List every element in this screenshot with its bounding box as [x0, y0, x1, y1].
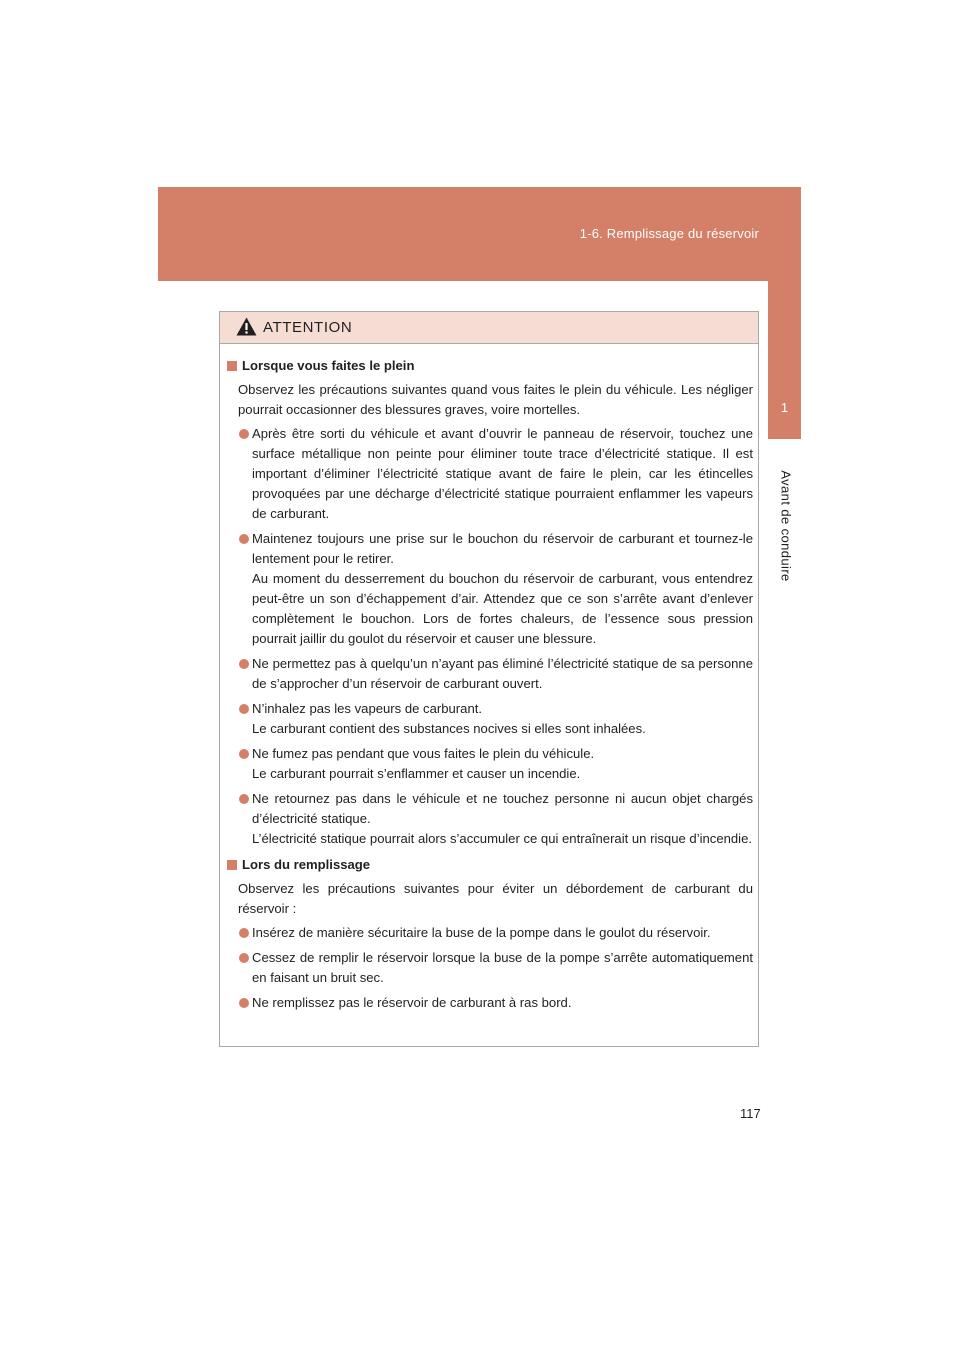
section-heading-text: Lors du remplissage [242, 857, 371, 872]
round-bullet-icon [239, 534, 249, 544]
round-bullet-icon [239, 749, 249, 759]
round-bullet-icon [239, 928, 249, 938]
header-band [158, 187, 801, 281]
section-title: 1-6. Remplissage du réservoir [579, 226, 759, 241]
list-item-text: N’inhalez pas les vapeurs de carburant. [252, 701, 482, 716]
round-bullet-icon [239, 659, 249, 669]
warning-triangle-icon [236, 317, 257, 336]
round-bullet-icon [239, 998, 249, 1008]
warning-title: ATTENTION [263, 319, 353, 336]
list-item [227, 699, 753, 739]
warning-box [219, 311, 759, 1047]
list-item [227, 993, 753, 1013]
warning-body [220, 344, 758, 1013]
list-item-text: Au moment du desserrement du bouchon du réservoir de carburant, vous entendrez peut-être un son d’échappement d’air. Attendez que ce son s’arrête avant d’enlever complètement le bouchon. Lors de fortes chaleurs, de l’essence sous pression pourrait jaillir du goulot du réservoir et causer une blessure. [252, 571, 753, 646]
chapter-title: Avant de conduire [778, 470, 794, 582]
section-heading [227, 356, 753, 376]
chapter-tab[interactable] [768, 281, 801, 439]
square-bullet-icon [227, 361, 237, 371]
section-intro: Observez les précautions suivantes quand vous faites le plein du véhicule. Les négliger pourrait occasionner des blessures graves, voire mortelles. [238, 382, 753, 417]
page-number: 117 [740, 1106, 761, 1121]
list-item [227, 789, 753, 849]
square-bullet-icon [227, 860, 237, 870]
list-item-text: L’électricité statique pourrait alors s’accumuler ce qui entraînerait un risque d’incendie. [252, 831, 753, 846]
list-item [227, 424, 753, 524]
list-item-text: Ne retournez pas dans le véhicule et ne touchez personne ni aucun objet chargés d’électricité statique. [252, 791, 753, 826]
list-item-text: Cessez de remplir le réservoir lorsque la buse de la pompe s’arrête automatiquement en faisant un bruit sec. [252, 950, 753, 985]
chapter-number: 1 [780, 400, 789, 415]
list-item-text: Le carburant pourrait s’enflammer et causer un incendie. [252, 766, 581, 781]
round-bullet-icon [239, 953, 249, 963]
list-item [227, 923, 753, 943]
list-item [227, 744, 753, 784]
list-item-text: Ne remplissez pas le réservoir de carburant à ras bord. [252, 995, 572, 1010]
list-item-text: Ne fumez pas pendant que vous faites le plein du véhicule. [252, 746, 595, 761]
round-bullet-icon [239, 794, 249, 804]
section-intro: Observez les précautions suivantes pour éviter un débordement de carburant du réservoir : [238, 881, 753, 916]
section-heading [227, 855, 753, 875]
warning-header [220, 312, 758, 344]
round-bullet-icon [239, 429, 249, 439]
list-item [227, 529, 753, 649]
list-item-text: Ne permettez pas à quelqu’un n’ayant pas éliminé l’électricité statique de sa personne de s’approcher d’un réservoir de carburant ouvert. [252, 656, 753, 691]
round-bullet-icon [239, 704, 249, 714]
section-heading-text: Lorsque vous faites le plein [242, 358, 415, 373]
list-item-text: Le carburant contient des substances nocives si elles sont inhalées. [252, 721, 646, 736]
list-item [227, 654, 753, 694]
list-item-text: Maintenez toujours une prise sur le bouchon du réservoir de carburant et tournez-le lentement pour le retirer. [252, 531, 753, 566]
list-item [227, 948, 753, 988]
list-item-text: Après être sorti du véhicule et avant d’ouvrir le panneau de réservoir, touchez une surface métallique non peinte pour éliminer toute trace d’électricité statique. Il est important d’éliminer l’électricité statique avant de faire le plein, car les étincelles provoquées par une décharge d’électricité statique pourraient enflammer les vapeurs de carburant. [252, 426, 753, 521]
list-item-text: Insérez de manière sécuritaire la buse de la pompe dans le goulot du réservoir. [252, 925, 711, 940]
